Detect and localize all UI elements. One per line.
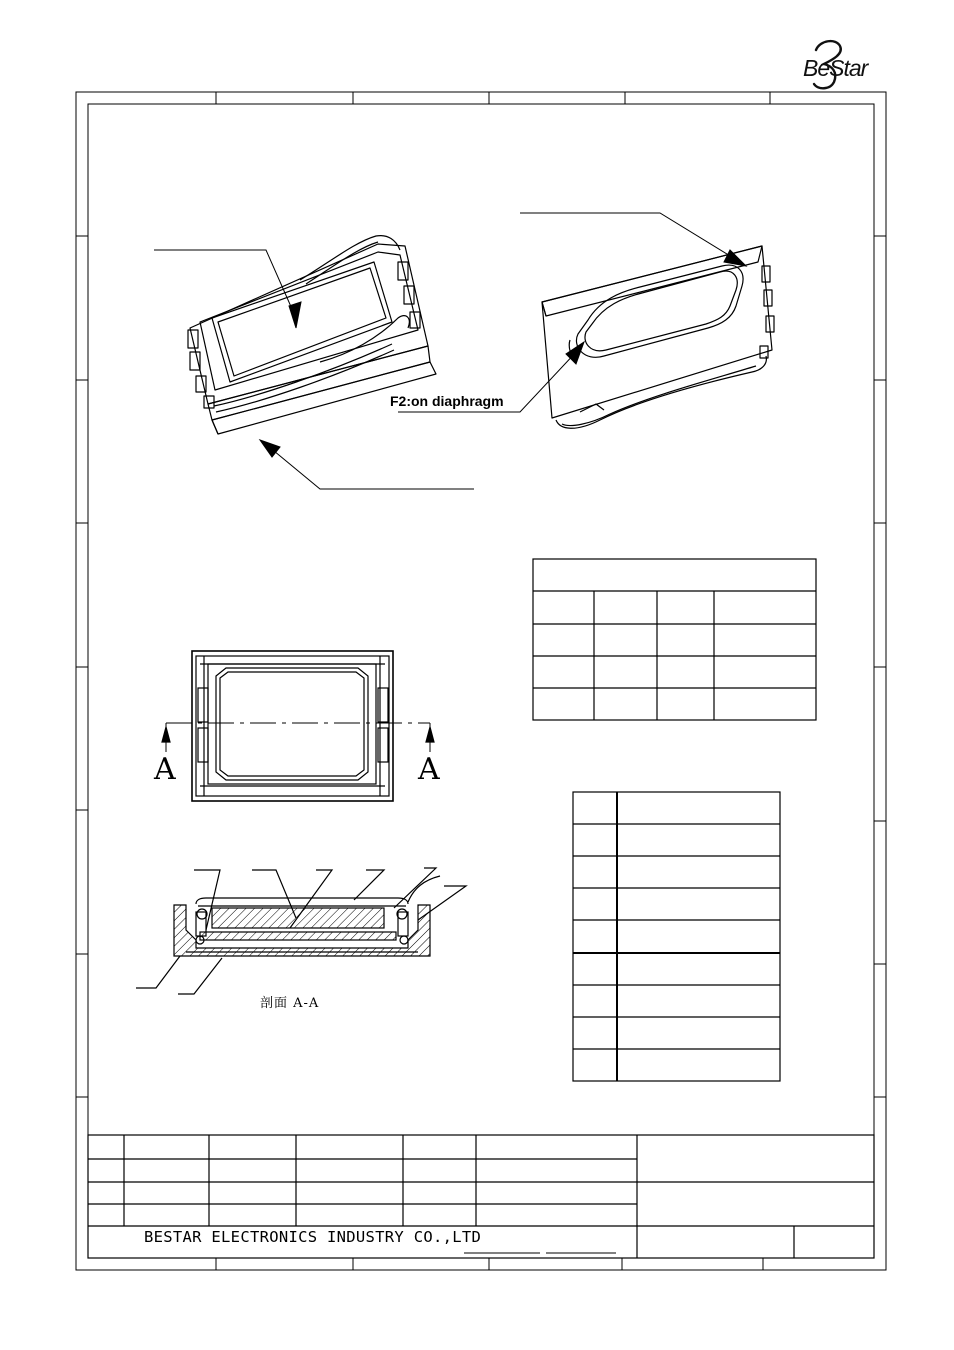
section-marker-right: A <box>418 752 440 787</box>
section-marker-left: A <box>154 752 176 787</box>
brand-logo-text: BeStar <box>803 55 868 81</box>
iso-view-bottom <box>542 246 774 428</box>
section-view <box>136 868 466 994</box>
section-view-label: 剖面 A-A <box>260 996 320 1011</box>
diaphragm-callout-text: F2:on diaphragm <box>390 393 504 409</box>
plan-view <box>162 651 434 801</box>
parameter-table <box>533 559 816 720</box>
company-name: BESTAR ELECTRONICS INDUSTRY CO.,LTD <box>144 1228 482 1246</box>
parts-list-table <box>573 792 780 1081</box>
inner-frame <box>88 104 874 1258</box>
diaphragm-callout <box>390 393 504 409</box>
